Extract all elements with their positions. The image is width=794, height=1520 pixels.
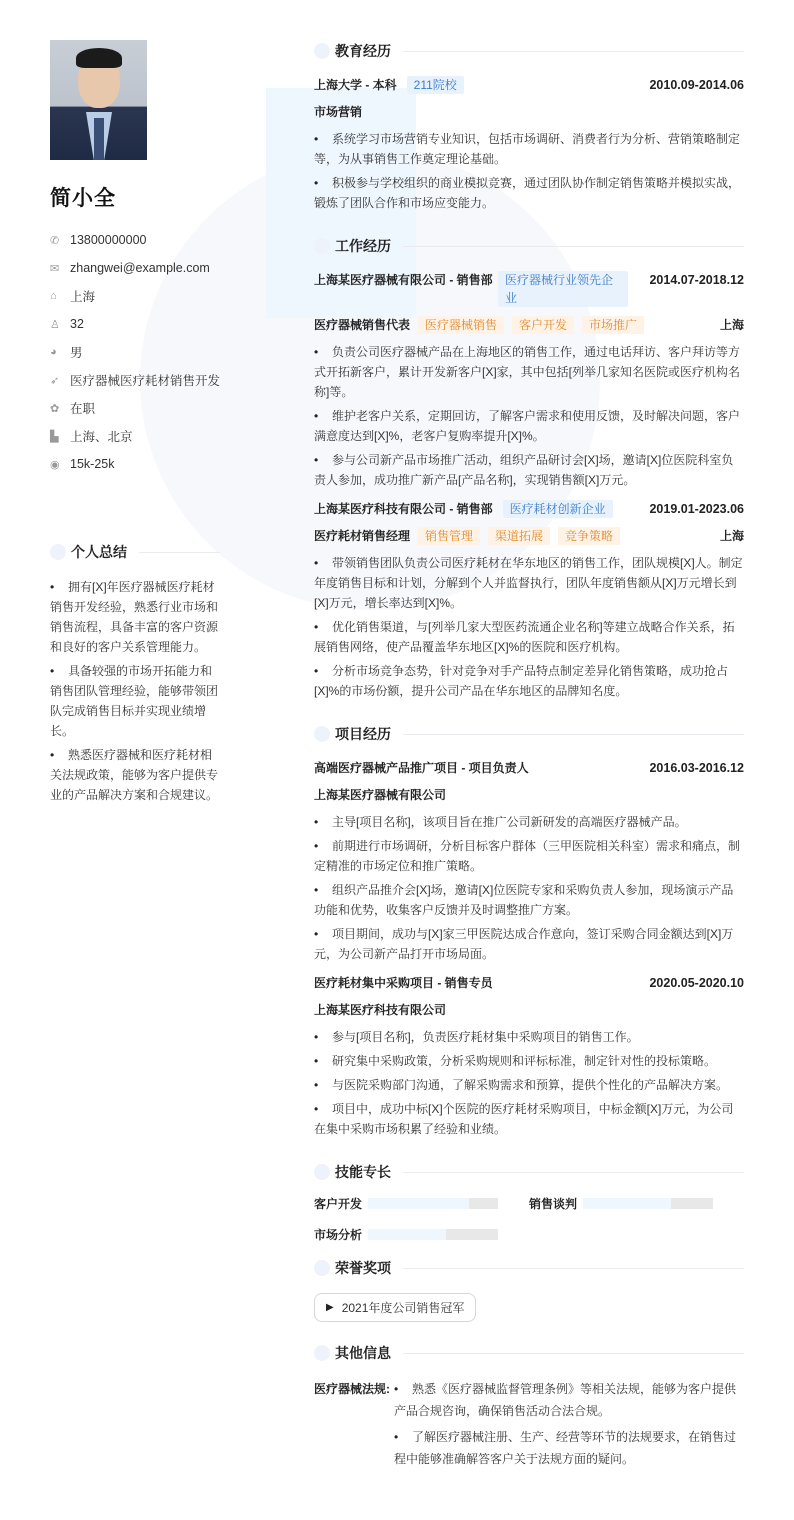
- section-dot-icon: [314, 1345, 330, 1361]
- skill-tag: 销售管理: [418, 527, 480, 545]
- avatar: [50, 40, 147, 160]
- project-duty: • 项目期间，成功与[X]家三甲医院达成合作意向，签订采购合同金额达到[X]万元，为公司新产品打开市场局面。: [314, 924, 744, 964]
- section-divider: [403, 1353, 744, 1354]
- triangle-right-icon: ▶: [326, 1302, 334, 1313]
- skill-label: 市场分析: [314, 1228, 363, 1242]
- job-entry: [314, 500, 744, 701]
- section-header: [314, 235, 744, 257]
- section-divider: [403, 1172, 744, 1173]
- skill-bar-fill: [368, 1198, 469, 1209]
- info-value: 15k-25k: [70, 457, 115, 471]
- job-role: 医疗器械销售代表: [314, 318, 411, 332]
- info-salary: [50, 450, 220, 478]
- education-date: 2010.09-2014.06: [649, 78, 744, 92]
- status-icon: ✿: [50, 402, 60, 415]
- section-dot-icon: [314, 238, 330, 254]
- skill-bar-fill: [368, 1229, 446, 1240]
- info-value: 男: [70, 346, 83, 360]
- job-role-line: [314, 527, 744, 545]
- project-entry: [314, 974, 744, 1139]
- age-icon: ♙: [50, 318, 60, 331]
- section-header: [314, 1257, 744, 1279]
- job-duty: • 优化销售渠道，与[列举几家大型医药流通企业名称]等建立战略合作关系，拓展销售网络，使产品覆盖华东地区[X]%的医院和医疗机构。: [314, 617, 744, 657]
- skill-label: 客户开发: [314, 1197, 363, 1211]
- info-value: 上海: [70, 290, 96, 304]
- job-duty: • 负责公司医疗器械产品在上海地区的销售工作，通过电话拜访、客户拜访等方式开拓新客户，累计开发新客户[X]家，其中包括[列举几家知名医院或医疗机构名称]等。: [314, 342, 744, 402]
- job-duty: • 维护老客户关系，定期回访，了解客户需求和使用反馈，及时解决问题，客户满意度达到[X]%，老客户复购率提升[X]%。: [314, 406, 744, 446]
- summary-item: • 拥有[X]年医疗器械医疗耗材销售开发经验，熟悉行业市场和销售流程，具备丰富的客户资源和良好的客户关系管理能力。: [50, 577, 220, 657]
- company-tag: 医疗耗材创新企业: [503, 500, 613, 518]
- section-divider: [139, 552, 220, 553]
- section-header: [314, 1161, 744, 1183]
- phone-icon: ✆: [50, 234, 60, 247]
- section-title: 荣誉奖项: [335, 1260, 391, 1276]
- avatar-hair: [76, 48, 122, 68]
- section-divider: [403, 246, 744, 247]
- skill-tag: 市场推广: [582, 316, 644, 334]
- job-role-line: [314, 316, 744, 334]
- project-company: [314, 1001, 744, 1019]
- section-title: 其他信息: [335, 1345, 391, 1361]
- section-title: 教育经历: [335, 43, 391, 59]
- job-date: 2014.07-2018.12: [649, 273, 744, 287]
- section-title: 项目经历: [335, 726, 391, 742]
- info-value: 13800000000: [70, 233, 147, 247]
- other-info-item: • 熟悉《医疗器械监督管理条例》等相关法规，能够为客户提供产品合规咨询，确保销售活动合法合规。: [394, 1378, 744, 1422]
- school-name: 上海大学 - 本科: [314, 78, 397, 92]
- summary-list: [50, 577, 220, 805]
- project-date: 2020.05-2020.10: [649, 976, 744, 990]
- skill-item: [314, 1226, 534, 1243]
- skills-section: [314, 1161, 744, 1243]
- info-email: [50, 254, 220, 282]
- section-title: 工作经历: [335, 238, 391, 254]
- skill-label: 销售谈判: [529, 1197, 578, 1211]
- section-dot-icon: [314, 1260, 330, 1276]
- work-section: [314, 235, 744, 701]
- job-date: 2019.01-2023.06: [649, 502, 744, 516]
- skill-row: [314, 1195, 744, 1212]
- project-name: 高端医疗器械产品推广项目 - 项目负责人: [314, 761, 529, 775]
- skill-tag: 医疗器械销售: [418, 316, 504, 334]
- section-header: [314, 723, 744, 745]
- education-item: • 系统学习市场营销专业知识，包括市场调研、消费者行为分析、营销策略制定等，为从事销售工作奠定理论基础。: [314, 129, 744, 169]
- skill-row: [314, 1226, 744, 1243]
- section-title: 个人总结: [71, 544, 127, 560]
- home-icon: ⌂: [50, 290, 57, 302]
- project-duties: [314, 812, 744, 964]
- info-age: [50, 310, 220, 338]
- other-info-label: 医疗器械法规:: [314, 1382, 390, 1396]
- skill-tag: 渠道拓展: [488, 527, 550, 545]
- info-status: [50, 394, 220, 422]
- profile-info-list: [50, 226, 220, 478]
- avatar-tie: [94, 118, 104, 160]
- job-duties: [314, 342, 744, 490]
- info-gender: [50, 338, 220, 366]
- section-header: [50, 541, 220, 563]
- job-location: 上海: [719, 318, 744, 332]
- skill-bar: [368, 1229, 498, 1240]
- main-content: [314, 40, 744, 1496]
- section-header: [314, 1342, 744, 1364]
- skill-tag: 客户开发: [512, 316, 574, 334]
- salary-icon: ◉: [50, 458, 60, 471]
- project-company-label: 上海某医疗科技有限公司: [314, 1003, 447, 1017]
- skill-tag: 竞争策略: [558, 527, 620, 545]
- summary-item: • 熟悉医疗器械和医疗耗材相关法规政策，能够为客户提供专业的产品解决方案和合规建议。: [50, 745, 220, 805]
- info-value: 在职: [70, 402, 96, 416]
- skill-bar: [583, 1198, 713, 1209]
- info-value: 上海、北京: [70, 430, 133, 444]
- education-list: [314, 129, 744, 213]
- major: [314, 103, 744, 121]
- project-duty: • 前期进行市场调研，分析目标客户群体（三甲医院相关科室）需求和痛点，制定精准的市场定位和推广策略。: [314, 836, 744, 876]
- section-divider: [403, 734, 744, 735]
- section-dot-icon: [314, 726, 330, 742]
- job-duty: • 分析市场竞争态势，针对竞争对手产品特点制定差异化销售策略，成功抢占[X]%的市场份额，提升公司产品在华东地区的品牌知名度。: [314, 661, 744, 701]
- job-header: [314, 500, 744, 518]
- section-title: 技能专长: [335, 1164, 391, 1180]
- projects-section: [314, 723, 744, 1139]
- gender-icon: ◕: [50, 346, 57, 358]
- send-icon: ➶: [50, 374, 60, 387]
- project-name: 医疗耗材集中采购项目 - 销售专员: [314, 976, 493, 990]
- other-section: [314, 1342, 744, 1474]
- project-duty: • 研究集中采购政策，分析采购规则和评标标准，制定针对性的投标策略。: [314, 1051, 744, 1071]
- project-duty: • 参与[项目名称]，负责医疗耗材集中采购项目的销售工作。: [314, 1027, 744, 1047]
- info-city: [50, 282, 220, 310]
- education-item: • 积极参与学校组织的商业模拟竞赛，通过团队协作制定销售策略并模拟实战，锻炼了团队合作和市场应变能力。: [314, 173, 744, 213]
- info-value: 医疗器械医疗耗材销售开发: [70, 374, 221, 388]
- skill-bar-fill: [583, 1198, 671, 1209]
- job-location: 上海: [719, 529, 744, 543]
- section-dot-icon: [314, 43, 330, 59]
- section-divider: [403, 1268, 744, 1269]
- section-header: [314, 40, 744, 62]
- skill-bar: [368, 1198, 498, 1209]
- other-info-list: [394, 1378, 744, 1474]
- other-info-item: • 了解医疗器械注册、生产、经营等环节的法规要求，在销售过程中能够准确解答客户关于法规方面的疑问。: [394, 1426, 744, 1470]
- mail-icon: ✉: [50, 262, 60, 275]
- school-tag: 211院校: [407, 76, 464, 94]
- profile-sidebar: [50, 40, 220, 478]
- info-value: 32: [70, 317, 84, 331]
- company-tag: 医疗器械行业领先企业: [498, 271, 628, 307]
- building-icon: ▙: [50, 430, 59, 443]
- award-toggle[interactable]: [314, 1293, 476, 1322]
- skill-item: [314, 1195, 529, 1212]
- project-company: [314, 786, 744, 804]
- job-duty: • 参与公司新产品市场推广活动，组织产品研讨会[X]场，邀请[X]位医院科室负责人参加，成功推广新产品[产品名称]，实现销售额[X]万元。: [314, 450, 744, 490]
- company-name: 上海某医疗科技有限公司 - 销售部: [314, 502, 493, 516]
- project-duty: • 组织产品推介会[X]场，邀请[X]位医院专家和采购负责人参加，现场演示产品功能和优势，收集客户反馈并及时调整推广方案。: [314, 880, 744, 920]
- section-divider: [403, 51, 744, 52]
- profile-name: 简小全: [50, 187, 116, 210]
- section-dot-icon: [50, 544, 66, 560]
- project-company-label: 上海某医疗器械有限公司: [314, 788, 447, 802]
- project-duty: • 项目中，成功中标[X]个医院的医疗耗材采购项目，中标金额[X]万元，为公司在集中采购市场积累了经验和业绩。: [314, 1099, 744, 1139]
- project-duty: • 主导[项目名称]，该项目旨在推广公司新研发的高端医疗器械产品。: [314, 812, 744, 832]
- project-date: 2016.03-2016.12: [649, 761, 744, 775]
- skills-grid: [314, 1195, 744, 1243]
- job-duty: • 带领销售团队负责公司医疗耗材在华东地区的销售工作，团队规模[X]人。制定年度销售目标和计划，分解到个人并监督执行，团队年度销售额从[X]万元增长到[X]万元，增长率达到[X]%。: [314, 553, 744, 613]
- summary-section: [50, 541, 220, 809]
- education-entry-header: [314, 76, 744, 94]
- job-duties: [314, 553, 744, 701]
- education-section: [314, 40, 744, 213]
- project-header: [314, 759, 744, 777]
- info-target-city: [50, 422, 220, 450]
- job-header: [314, 271, 744, 307]
- award-label: 2021年度公司销售冠军: [341, 1301, 465, 1315]
- honors-section: [314, 1257, 744, 1322]
- project-header: [314, 974, 744, 992]
- info-target-job: [50, 366, 220, 394]
- other-info-row: [314, 1378, 744, 1474]
- major-label: 市场营销: [314, 105, 363, 119]
- skill-item: [529, 1195, 744, 1212]
- job-role: 医疗耗材销售经理: [314, 529, 411, 543]
- summary-item: • 具备较强的市场开拓能力和销售团队管理经验，能够带领团队完成销售目标并实现业绩增长。: [50, 661, 220, 741]
- company-name: 上海某医疗器械有限公司 - 销售部: [314, 273, 493, 287]
- project-duties: [314, 1027, 744, 1139]
- project-entry: [314, 759, 744, 964]
- section-dot-icon: [314, 1164, 330, 1180]
- info-value: zhangwei@example.com: [70, 261, 210, 275]
- job-entry: [314, 271, 744, 490]
- info-phone: [50, 226, 220, 254]
- project-duty: • 与医院采购部门沟通，了解采购需求和预算，提供个性化的产品解决方案。: [314, 1075, 744, 1095]
